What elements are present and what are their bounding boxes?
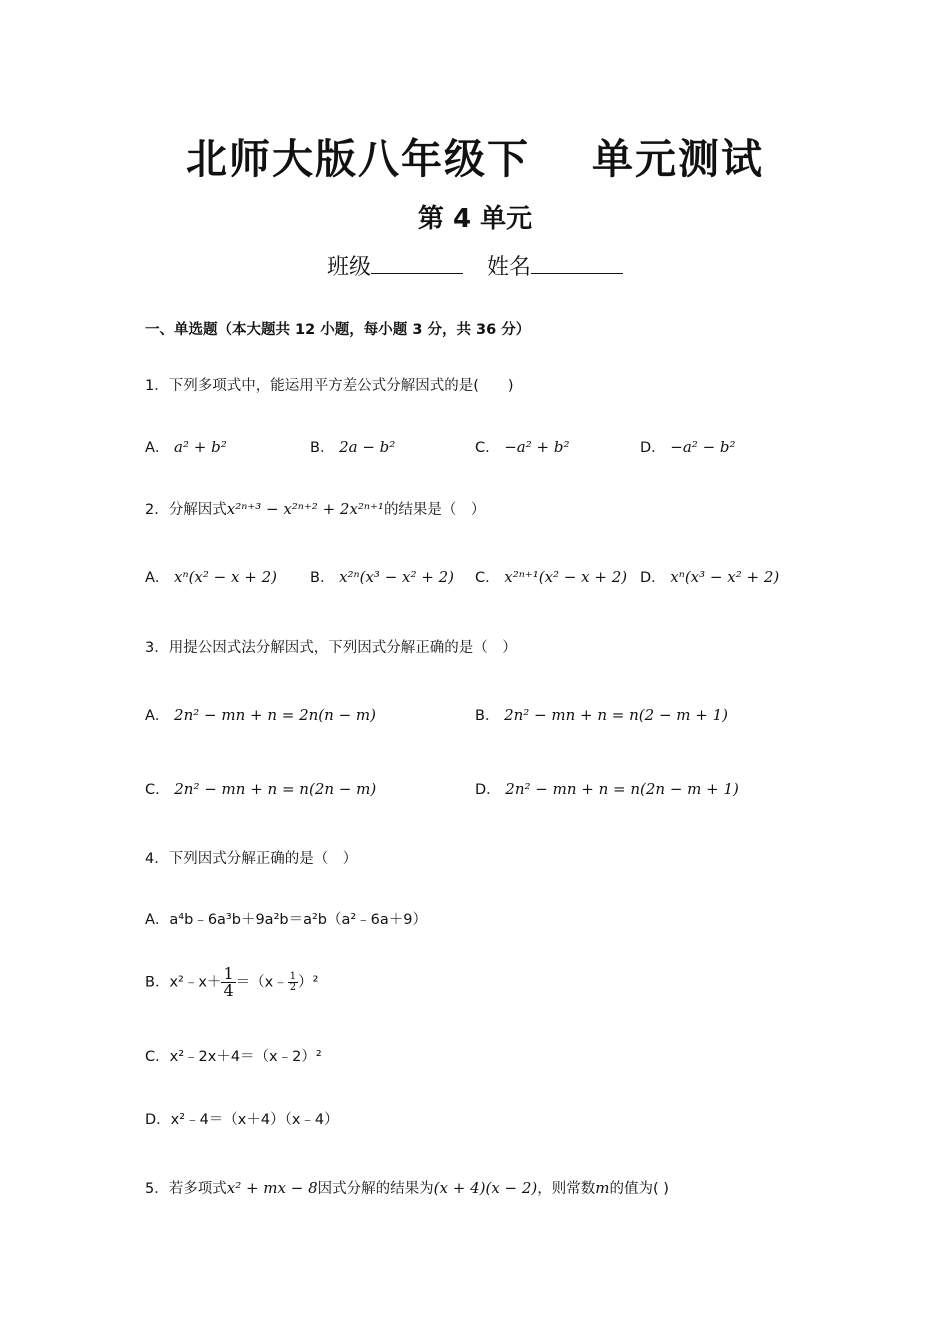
q1-option-c[interactable]: C． −a² + b² <box>475 438 570 456</box>
q1-option-a-expr: a² + b² <box>174 438 227 456</box>
q1-option-d[interactable]: D． −a² − b² <box>640 438 736 456</box>
q3-option-a-expr: 2n² − mn + n = 2n(n − m) <box>174 706 377 724</box>
q4-option-a[interactable]: A．a⁴b﹣6a³b＋9a²b＝a²b（a²﹣6a＋9） <box>145 912 428 928</box>
q2-expression: x²ⁿ⁺³ − x²ⁿ⁺² + 2x²ⁿ⁺¹ <box>226 500 384 518</box>
q1-option-b-expr: 2a − b² <box>339 438 396 456</box>
q5-polynomial: x² + mx − 8 <box>226 1179 318 1197</box>
title-right: 单元测试 <box>592 135 764 183</box>
q4-fraction-one-half: $\frac{1}{2}$ <box>289 971 297 993</box>
q2-option-b-expr: x²ⁿ(x³ − x² + 2) <box>339 568 455 586</box>
q1-option-b[interactable]: B． 2a − b² <box>310 438 396 456</box>
section-heading: 一、单选题（本大题共 12 小题，每小题 3 分，共 36 分） <box>145 322 531 338</box>
class-name-line <box>0 250 950 281</box>
q3-option-c[interactable]: C． 2n² − mn + n = n(2n − m) <box>145 780 377 798</box>
q3-option-d-expr: 2n² − mn + n = n(2n − m + 1) <box>505 780 739 798</box>
question-1-prompt: 1．下列多项式中，能运用平方差公式分解因式的是( ) <box>145 378 514 394</box>
q2-option-c[interactable]: C． x²ⁿ⁺¹(x² − x + 2) <box>475 568 628 586</box>
q2-option-c-expr: x²ⁿ⁺¹(x² − x + 2) <box>504 568 628 586</box>
page-title <box>0 126 950 185</box>
q4-option-c-expr: x²﹣2x＋4＝（x﹣2）² <box>169 1049 322 1065</box>
q2-option-a[interactable]: A． xⁿ(x² − x + 2) <box>145 568 277 586</box>
q3-option-a[interactable]: A． 2n² − mn + n = 2n(n − m) <box>145 706 377 724</box>
q3-option-b-expr: 2n² − mn + n = n(2 − m + 1) <box>504 706 729 724</box>
q4-option-a-expr: a⁴b﹣6a³b＋9a²b＝a²b（a²﹣6a＋9） <box>169 912 428 928</box>
q1-option-a[interactable]: A． a² + b² <box>145 438 227 456</box>
q1-option-c-expr: −a² + b² <box>504 438 570 456</box>
name-blank[interactable] <box>531 273 623 274</box>
q2-option-d[interactable]: D． xⁿ(x³ − x² + 2) <box>640 568 780 586</box>
q2-option-a-expr: xⁿ(x² − x + 2) <box>174 568 277 586</box>
question-2-prompt: 2．分解因式x²ⁿ⁺³ − x²ⁿ⁺² + 2x²ⁿ⁺¹的结果是（ ） <box>145 500 486 518</box>
q5-factored-form: (x + 4)(x − 2) <box>433 1179 538 1197</box>
class-label: 班级 <box>326 255 371 280</box>
q3-option-b[interactable]: B． 2n² − mn + n = n(2 − m + 1) <box>475 706 729 724</box>
q3-option-d[interactable]: D． 2n² − mn + n = n(2n − m + 1) <box>475 780 739 798</box>
class-blank[interactable] <box>371 273 463 274</box>
q4-option-d-expr: x²﹣4＝（x＋4）（x﹣4） <box>170 1112 339 1128</box>
question-3-prompt: 3．用提公因式法分解因式，下列因式分解正确的是（ ） <box>145 640 517 656</box>
q4-fraction-one-quarter: $\frac{1}{4}$ <box>223 964 234 1000</box>
q2-option-d-expr: xⁿ(x³ − x² + 2) <box>670 568 780 586</box>
q2-option-b[interactable]: B． x²ⁿ(x³ − x² + 2) <box>310 568 455 586</box>
q4-option-b[interactable]: B．x²﹣x＋ $\frac{1}{4}$ ＝（x﹣ $\frac{1}{2}$ ）² <box>145 964 319 1000</box>
name-label: 姓名 <box>487 255 532 280</box>
question-4-prompt: 4．下列因式分解正确的是（ ） <box>145 851 358 867</box>
question-5-prompt: 5．若多项式x² + mx − 8因式分解的结果为(x + 4)(x − 2)，则常数m的值为( ) <box>145 1179 669 1197</box>
title-left: 北师大版八年级下 <box>186 135 530 183</box>
unit-heading: 第 4 单元 <box>417 204 533 234</box>
q1-option-d-expr: −a² − b² <box>670 438 736 456</box>
q3-option-c-expr: 2n² − mn + n = n(2n − m) <box>174 780 377 798</box>
q4-option-c[interactable]: C．x²﹣2x＋4＝（x﹣2）² <box>145 1049 322 1065</box>
q5-variable-m: m <box>595 1179 610 1197</box>
q4-option-d[interactable]: D．x²﹣4＝（x＋4）（x﹣4） <box>145 1112 339 1128</box>
